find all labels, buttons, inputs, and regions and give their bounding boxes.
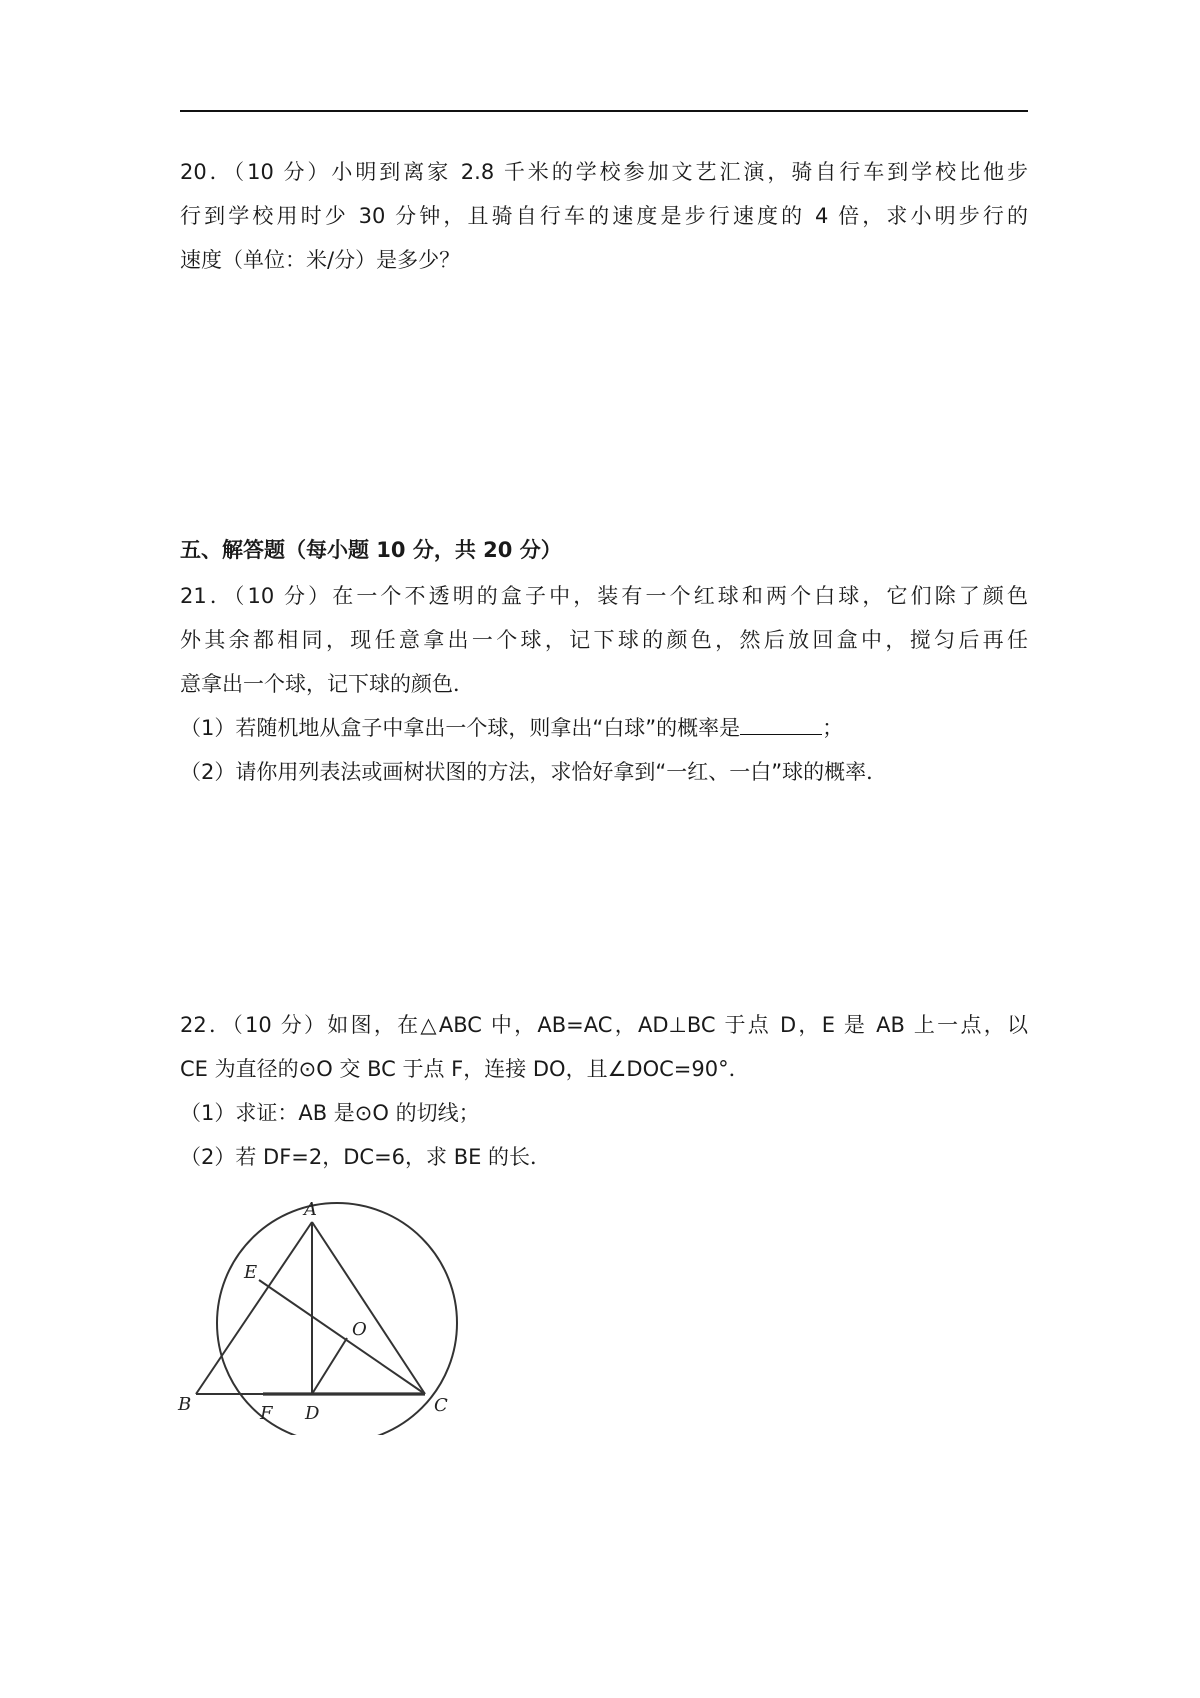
label-b: B — [178, 1394, 192, 1415]
q22-part-1: （1）求证：AB 是⊙O 的切线； — [180, 1101, 480, 1125]
q20-line-1: 20．（10 分）小明到离家 2.8 千米的学校参加文艺汇演，骑自行车到学校比他步 — [180, 160, 1028, 184]
label-o: O — [352, 1319, 367, 1340]
label-e: E — [244, 1262, 258, 1283]
question-21 — [180, 574, 1028, 794]
q21-part-1-end: ； — [822, 716, 844, 740]
segment-ec — [259, 1280, 425, 1394]
label-c: C — [434, 1395, 448, 1416]
q20-line-2: 行到学校用时少 30 分钟，且骑自行车的速度是步行速度的 4 倍，求小明步行的 — [180, 204, 1028, 228]
label-a: A — [304, 1199, 317, 1220]
header-rule — [180, 110, 1028, 112]
q21-line-1: 21．（10 分）在一个不透明的盒子中，装有一个红球和两个白球，它们除了颜色 — [180, 584, 1028, 608]
q21-line-3: 意拿出一个球，记下球的颜色． — [180, 672, 474, 696]
question-22 — [180, 1003, 1028, 1179]
answer-blank — [740, 708, 822, 735]
circle-o — [217, 1203, 457, 1435]
q22-line-1: 22．（10 分）如图，在△ABC 中，AB=AC，AD⊥BC 于点 D，E 是 AB 上一点，以 — [180, 1013, 1028, 1037]
q20-line-3: 速度（单位：米/分）是多少？ — [180, 248, 461, 272]
question-20 — [180, 150, 1028, 282]
q22-line-2: CE 为直径的⊙O 交 BC 于点 F，连接 DO，且∠DOC=90°． — [180, 1057, 750, 1081]
section-5-header — [180, 530, 1028, 570]
label-d: D — [305, 1403, 320, 1424]
segment-ab — [196, 1222, 312, 1394]
q21-line-2: 外其余都相同，现任意拿出一个球，记下球的颜色，然后放回盒中，搅匀后再任 — [180, 628, 1028, 652]
q22-part-2: （2）若 DF=2，DC=6，求 BE 的长． — [180, 1145, 552, 1169]
geometry-figure — [170, 1195, 460, 1435]
section-5-heading: 五、解答题（每小题 10 分，共 20 分） — [180, 538, 562, 562]
segment-do — [312, 1338, 347, 1394]
q21-part-1-text: （1）若随机地从盒子中拿出一个球，则拿出“白球”的概率是 — [180, 716, 741, 740]
q21-part-2: （2）请你用列表法或画树状图的方法，求恰好拿到“一红、一白”球的概率． — [180, 760, 888, 784]
q21-part-1 — [180, 706, 1028, 750]
label-f: F — [260, 1403, 273, 1424]
